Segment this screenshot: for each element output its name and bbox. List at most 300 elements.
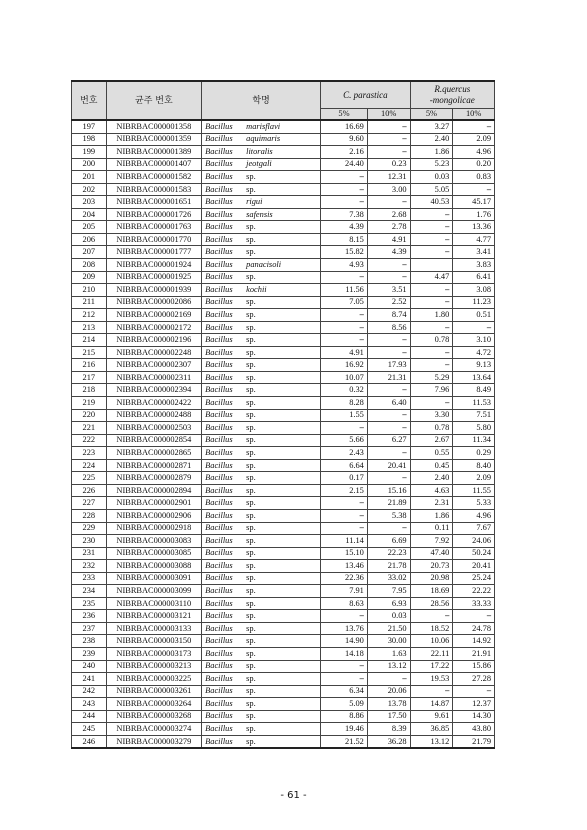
r-quercus-5pct: 5.29: [410, 371, 453, 384]
row-number: 209: [72, 271, 107, 284]
r-quercus-10pct: –: [453, 685, 495, 698]
c-parastica-5pct: 10.07: [321, 371, 368, 384]
table-row: [72, 359, 495, 372]
species-name: [202, 409, 321, 422]
table-row: [72, 597, 495, 610]
genus: Bacillus: [205, 234, 233, 244]
genus: Bacillus: [205, 724, 233, 734]
row-number: 238: [72, 635, 107, 648]
strain-id: NIBRBAC000003261: [106, 685, 202, 698]
r-quercus-10pct: 12.37: [453, 698, 495, 711]
species-name: [202, 208, 321, 221]
r-quercus-10pct: 3.08: [453, 284, 495, 297]
table-row: [72, 622, 495, 635]
table-row: [72, 259, 495, 272]
row-number: 212: [72, 309, 107, 322]
r-quercus-10pct: –: [453, 321, 495, 334]
r-quercus-10pct: 11.34: [453, 434, 495, 447]
genus: Bacillus: [205, 711, 233, 721]
c-parastica-5pct: 4.91: [321, 346, 368, 359]
page-number: - 61 -: [280, 790, 307, 801]
genus: Bacillus: [205, 485, 233, 495]
epithet: sp.: [246, 435, 256, 445]
strain-id: NIBRBAC000003274: [106, 723, 202, 736]
strain-id: NIBRBAC000002169: [106, 309, 202, 322]
r-quercus-10pct: 15.86: [453, 660, 495, 673]
r-quercus-5pct: 36.85: [410, 723, 453, 736]
genus: Bacillus: [205, 184, 233, 194]
r-quercus-5pct: –: [410, 321, 453, 334]
genus: Bacillus: [205, 673, 233, 683]
header-group-r-quercus: R.quercus -mongolicae: [410, 81, 494, 109]
strain-id: NIBRBAC000002172: [106, 321, 202, 334]
r-quercus-5pct: 2.31: [410, 497, 453, 510]
r-quercus-5pct: –: [410, 346, 453, 359]
genus: Bacillus: [205, 535, 233, 545]
c-parastica-5pct: 2.43: [321, 447, 368, 460]
c-parastica-10pct: –: [367, 133, 410, 146]
r-quercus-5pct: 2.40: [410, 472, 453, 485]
epithet: sp.: [246, 272, 256, 282]
r-quercus-10pct: 4.96: [453, 146, 495, 159]
species-name: [202, 647, 321, 660]
genus: Bacillus: [205, 623, 233, 633]
c-parastica-10pct: –: [367, 522, 410, 535]
row-number: 222: [72, 434, 107, 447]
r-quercus-5pct: 0.11: [410, 522, 453, 535]
c-parastica-10pct: –: [367, 120, 410, 133]
genus: Bacillus: [205, 121, 233, 131]
r-quercus-10pct: 5.33: [453, 497, 495, 510]
table-row: [72, 735, 495, 748]
genus: Bacillus: [205, 372, 233, 382]
strain-id: NIBRBAC000003088: [106, 560, 202, 573]
genus: Bacillus: [205, 222, 233, 232]
species-name: [202, 296, 321, 309]
r-quercus-10pct: 27.28: [453, 673, 495, 686]
c-parastica-10pct: 21.78: [367, 560, 410, 573]
species-name: [202, 259, 321, 272]
c-parastica-5pct: 7.05: [321, 296, 368, 309]
table-row: [72, 120, 495, 133]
table-row: [72, 371, 495, 384]
c-parastica-5pct: 1.55: [321, 409, 368, 422]
strain-id: NIBRBAC000002248: [106, 346, 202, 359]
r-quercus-5pct: 47.40: [410, 547, 453, 560]
table-row: [72, 271, 495, 284]
r-quercus-10pct: 7.67: [453, 522, 495, 535]
r-quercus-5pct: 2.40: [410, 133, 453, 146]
header-sub-10pct: 10%: [367, 109, 410, 121]
species-name: [202, 484, 321, 497]
epithet: sp.: [246, 586, 256, 595]
c-parastica-5pct: 5.09: [321, 698, 368, 711]
c-parastica-5pct: 5.66: [321, 434, 368, 447]
table-row: [72, 547, 495, 560]
r-quercus-10pct: 25.24: [453, 572, 495, 585]
table-row: [72, 484, 495, 497]
species-name: [202, 509, 321, 522]
r-quercus-5pct: 0.03: [410, 171, 453, 184]
r-quercus-5pct: 14.87: [410, 698, 453, 711]
r-quercus-10pct: 4.96: [453, 509, 495, 522]
r-quercus-10pct: 5.80: [453, 422, 495, 435]
row-number: 230: [72, 535, 107, 548]
c-parastica-5pct: 19.46: [321, 723, 368, 736]
epithet: sp.: [246, 648, 256, 658]
strain-id: NIBRBAC000001777: [106, 246, 202, 259]
r-quercus-5pct: –: [410, 233, 453, 246]
genus: Bacillus: [205, 473, 233, 483]
epithet: sp.: [246, 309, 256, 319]
row-number: 244: [72, 710, 107, 723]
c-parastica-5pct: 8.15: [321, 233, 368, 246]
genus: Bacillus: [205, 272, 233, 282]
strain-id: NIBRBAC000001770: [106, 233, 202, 246]
species-name: [202, 585, 321, 598]
c-parastica-5pct: 7.91: [321, 585, 368, 598]
c-parastica-10pct: 30.00: [367, 635, 410, 648]
r-quercus-5pct: 20.98: [410, 572, 453, 585]
c-parastica-10pct: 21.31: [367, 371, 410, 384]
r-quercus-5pct: 3.27: [410, 120, 453, 133]
genus: Bacillus: [205, 636, 233, 646]
c-parastica-5pct: 14.90: [321, 635, 368, 648]
c-parastica-5pct: 2.15: [321, 484, 368, 497]
row-number: 203: [72, 196, 107, 209]
epithet: sp.: [246, 673, 256, 683]
species-name: [202, 309, 321, 322]
c-parastica-5pct: –: [321, 422, 368, 435]
r-quercus-10pct: 11.55: [453, 484, 495, 497]
r-quercus-10pct: 11.23: [453, 296, 495, 309]
c-parastica-10pct: –: [367, 384, 410, 397]
c-parastica-10pct: 13.12: [367, 660, 410, 673]
species-name: [202, 735, 321, 748]
strain-id: NIBRBAC000002879: [106, 472, 202, 485]
genus: Bacillus: [205, 435, 233, 445]
table-row: [72, 447, 495, 460]
strain-id: NIBRBAC000002865: [106, 447, 202, 460]
species-name: [202, 233, 321, 246]
table-row: [72, 133, 495, 146]
r-quercus-10pct: 0.20: [453, 158, 495, 171]
table-row: [72, 723, 495, 736]
genus: Bacillus: [205, 661, 233, 671]
genus: Bacillus: [205, 209, 233, 219]
epithet: sp.: [246, 385, 256, 395]
strain-id: NIBRBAC000003213: [106, 660, 202, 673]
r-quercus-5pct: 20.73: [410, 560, 453, 573]
r-quercus-5pct: 4.47: [410, 271, 453, 284]
genus: Bacillus: [205, 586, 233, 595]
c-parastica-5pct: 11.14: [321, 535, 368, 548]
table-row: [72, 309, 495, 322]
strain-id: NIBRBAC000001763: [106, 221, 202, 234]
table-row: [72, 522, 495, 535]
c-parastica-10pct: –: [367, 409, 410, 422]
c-parastica-10pct: 3.00: [367, 183, 410, 196]
table-row: [72, 146, 495, 159]
species-name: [202, 146, 321, 159]
row-number: 231: [72, 547, 107, 560]
c-parastica-10pct: 21.50: [367, 622, 410, 635]
r-quercus-10pct: 13.36: [453, 221, 495, 234]
epithet: sp.: [246, 498, 256, 508]
c-parastica-5pct: 4.39: [321, 221, 368, 234]
table-row: [72, 208, 495, 221]
row-number: 216: [72, 359, 107, 372]
r-quercus-5pct: 18.69: [410, 585, 453, 598]
c-parastica-5pct: 7.38: [321, 208, 368, 221]
table-row: [72, 384, 495, 397]
header-sub-10pct: 10%: [453, 109, 495, 121]
c-parastica-5pct: 22.36: [321, 572, 368, 585]
row-number: 237: [72, 622, 107, 635]
row-number: 214: [72, 334, 107, 347]
c-parastica-10pct: 0.23: [367, 158, 410, 171]
r-quercus-5pct: 7.92: [410, 535, 453, 548]
r-quercus-5pct: 18.52: [410, 622, 453, 635]
row-number: 197: [72, 120, 107, 133]
epithet: sp.: [246, 711, 256, 721]
r-quercus-5pct: 1.80: [410, 309, 453, 322]
strain-id: NIBRBAC000003264: [106, 698, 202, 711]
r-quercus-10pct: 24.78: [453, 622, 495, 635]
row-number: 207: [72, 246, 107, 259]
epithet: sp.: [246, 372, 256, 382]
species-name: [202, 397, 321, 410]
strain-id: NIBRBAC000001925: [106, 271, 202, 284]
row-number: 241: [72, 673, 107, 686]
genus: Bacillus: [205, 247, 233, 257]
c-parastica-10pct: 17.93: [367, 359, 410, 372]
r-quercus-5pct: 19.53: [410, 673, 453, 686]
epithet: sp.: [246, 360, 256, 370]
strain-id: NIBRBAC000001939: [106, 284, 202, 297]
c-parastica-5pct: 15.82: [321, 246, 368, 259]
strain-id: NIBRBAC000002422: [106, 397, 202, 410]
species-name: [202, 284, 321, 297]
table-row: [72, 560, 495, 573]
strain-id: NIBRBAC000003083: [106, 535, 202, 548]
table-row: [72, 334, 495, 347]
genus: Bacillus: [205, 385, 233, 395]
r-quercus-5pct: 5.05: [410, 183, 453, 196]
genus: Bacillus: [205, 523, 233, 533]
c-parastica-10pct: 13.78: [367, 698, 410, 711]
table-row: [72, 710, 495, 723]
species-name: [202, 246, 321, 259]
table-row: [72, 660, 495, 673]
r-quercus-10pct: –: [453, 183, 495, 196]
species-name: [202, 710, 321, 723]
c-parastica-10pct: 2.78: [367, 221, 410, 234]
c-parastica-5pct: –: [321, 183, 368, 196]
table-row: [72, 610, 495, 623]
c-parastica-10pct: 0.03: [367, 610, 410, 623]
r-quercus-10pct: 20.41: [453, 560, 495, 573]
r-quercus-10pct: 8.49: [453, 384, 495, 397]
row-number: 205: [72, 221, 107, 234]
r-quercus-5pct: 7.96: [410, 384, 453, 397]
genus: Bacillus: [205, 134, 233, 144]
c-parastica-10pct: –: [367, 472, 410, 485]
epithet: sp.: [246, 611, 256, 621]
species-name: [202, 522, 321, 535]
strain-id: NIBRBAC000003173: [106, 647, 202, 660]
epithet: sp.: [246, 422, 256, 432]
c-parastica-5pct: –: [321, 171, 368, 184]
c-parastica-10pct: 2.52: [367, 296, 410, 309]
c-parastica-10pct: 5.38: [367, 509, 410, 522]
c-parastica-10pct: 17.50: [367, 710, 410, 723]
row-number: 201: [72, 171, 107, 184]
c-parastica-10pct: 1.63: [367, 647, 410, 660]
table-row: [72, 472, 495, 485]
strain-id: NIBRBAC000003225: [106, 673, 202, 686]
c-parastica-5pct: 21.52: [321, 735, 368, 748]
table-row: [72, 221, 495, 234]
c-parastica-10pct: 7.95: [367, 585, 410, 598]
c-parastica-10pct: –: [367, 271, 410, 284]
c-parastica-5pct: –: [321, 673, 368, 686]
table-row: [72, 572, 495, 585]
epithet: marisflavi: [246, 121, 281, 131]
epithet: sp.: [246, 397, 256, 407]
c-parastica-10pct: 21.89: [367, 497, 410, 510]
epithet: rigui: [246, 197, 263, 207]
table-row: [72, 673, 495, 686]
species-name: [202, 459, 321, 472]
species-name: [202, 472, 321, 485]
c-parastica-10pct: 4.39: [367, 246, 410, 259]
epithet: kochii: [246, 284, 267, 294]
strain-id: NIBRBAC000002394: [106, 384, 202, 397]
row-number: 225: [72, 472, 107, 485]
genus: Bacillus: [205, 736, 233, 746]
r-quercus-5pct: –: [410, 221, 453, 234]
species-name: [202, 572, 321, 585]
r-quercus-5pct: 40.53: [410, 196, 453, 209]
species-name: [202, 321, 321, 334]
genus: Bacillus: [205, 159, 233, 169]
genus: Bacillus: [205, 573, 233, 583]
r-quercus-5pct: 5.23: [410, 158, 453, 171]
strain-id: NIBRBAC000003279: [106, 735, 202, 748]
r-quercus-5pct: 1.86: [410, 146, 453, 159]
r-quercus-5pct: 1.86: [410, 509, 453, 522]
c-parastica-10pct: 36.28: [367, 735, 410, 748]
table-row: [72, 497, 495, 510]
species-name: [202, 158, 321, 171]
c-parastica-5pct: –: [321, 334, 368, 347]
strain-id: NIBRBAC000002311: [106, 371, 202, 384]
row-number: 240: [72, 660, 107, 673]
genus: Bacillus: [205, 322, 233, 332]
c-parastica-10pct: –: [367, 259, 410, 272]
species-name: [202, 346, 321, 359]
strain-id: NIBRBAC000003099: [106, 585, 202, 598]
c-parastica-10pct: 6.40: [367, 397, 410, 410]
strain-id: NIBRBAC000002307: [106, 359, 202, 372]
strain-id: NIBRBAC000001924: [106, 259, 202, 272]
table-row: [72, 509, 495, 522]
r-quercus-5pct: 0.45: [410, 459, 453, 472]
table-row: [72, 158, 495, 171]
c-parastica-5pct: 13.46: [321, 560, 368, 573]
c-parastica-10pct: 20.06: [367, 685, 410, 698]
species-name: [202, 497, 321, 510]
r-quercus-10pct: 0.51: [453, 309, 495, 322]
epithet: sp.: [246, 523, 256, 533]
row-number: 217: [72, 371, 107, 384]
row-number: 211: [72, 296, 107, 309]
row-number: 199: [72, 146, 107, 159]
genus: Bacillus: [205, 171, 233, 181]
c-parastica-10pct: 33.02: [367, 572, 410, 585]
r-quercus-10pct: 9.13: [453, 359, 495, 372]
species-name: [202, 359, 321, 372]
row-number: 239: [72, 647, 107, 660]
r-quercus-5pct: 0.78: [410, 422, 453, 435]
header-group-c-parastica: C. parastica: [321, 81, 410, 109]
row-number: 235: [72, 597, 107, 610]
table-row: [72, 459, 495, 472]
species-name: [202, 434, 321, 447]
c-parastica-10pct: 8.74: [367, 309, 410, 322]
species-name: [202, 547, 321, 560]
table-row: [72, 647, 495, 660]
species-name: [202, 384, 321, 397]
strain-id: NIBRBAC000003268: [106, 710, 202, 723]
c-parastica-10pct: –: [367, 422, 410, 435]
epithet: jeotgali: [246, 159, 272, 169]
c-parastica-5pct: 8.63: [321, 597, 368, 610]
r-quercus-10pct: 7.51: [453, 409, 495, 422]
r-quercus-10pct: 3.83: [453, 259, 495, 272]
genus: Bacillus: [205, 560, 233, 570]
genus: Bacillus: [205, 146, 233, 156]
species-name: [202, 221, 321, 234]
c-parastica-5pct: 6.34: [321, 685, 368, 698]
row-number: 228: [72, 509, 107, 522]
epithet: sp.: [246, 598, 256, 608]
header-no: 번호: [72, 81, 107, 120]
strain-id: NIBRBAC000001389: [106, 146, 202, 159]
c-parastica-10pct: 8.39: [367, 723, 410, 736]
species-name: [202, 183, 321, 196]
strain-id: NIBRBAC000003085: [106, 547, 202, 560]
c-parastica-10pct: –: [367, 673, 410, 686]
c-parastica-10pct: 22.23: [367, 547, 410, 560]
species-name: [202, 271, 321, 284]
species-name: [202, 334, 321, 347]
row-number: 229: [72, 522, 107, 535]
strain-id: NIBRBAC000003110: [106, 597, 202, 610]
epithet: sp.: [246, 510, 256, 520]
row-number: 233: [72, 572, 107, 585]
r-quercus-10pct: 33.33: [453, 597, 495, 610]
epithet: sp.: [246, 636, 256, 646]
row-number: 200: [72, 158, 107, 171]
r-quercus-10pct: 4.77: [453, 233, 495, 246]
table-row: [72, 196, 495, 209]
c-parastica-5pct: 16.92: [321, 359, 368, 372]
header-sub-5pct: 5%: [321, 109, 368, 121]
species-name: [202, 635, 321, 648]
r-quercus-5pct: –: [410, 610, 453, 623]
